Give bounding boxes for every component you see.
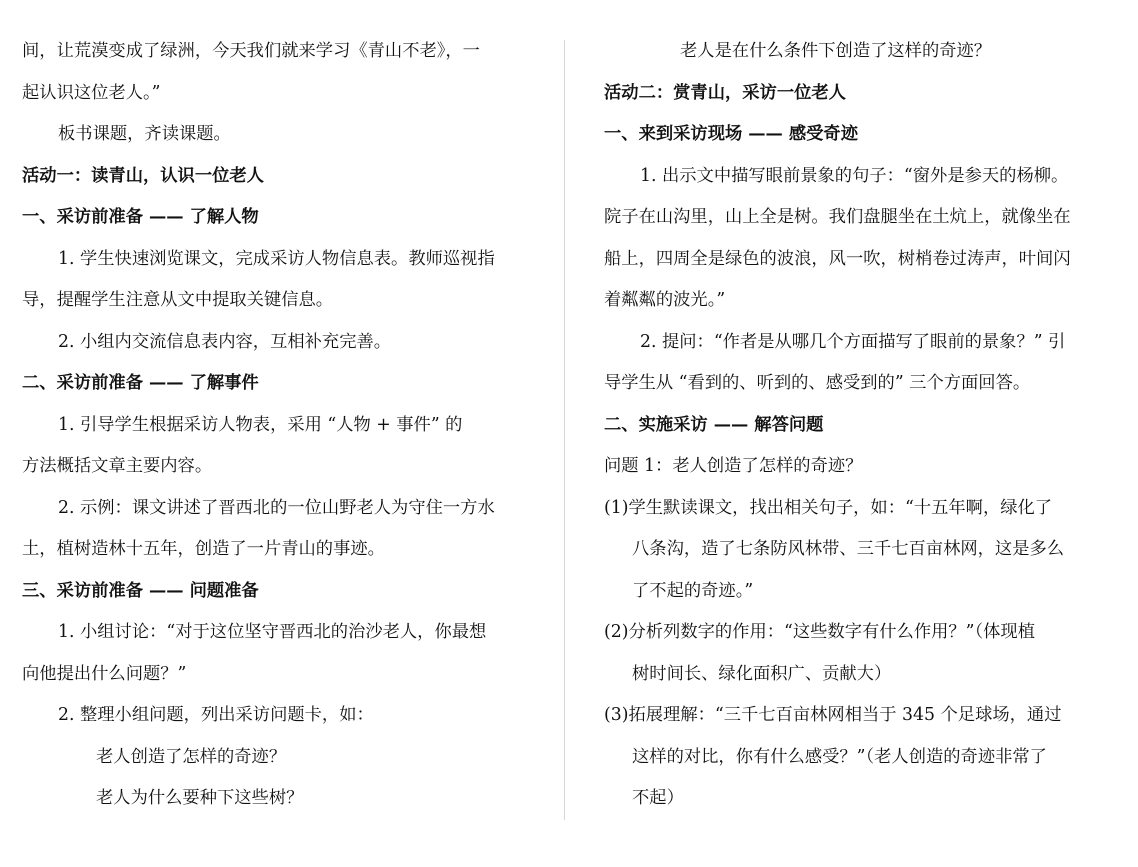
section-heading: 一、来到采访现场 —— 感受奇迹 <box>604 124 858 144</box>
paragraph-line: 1. 学生快速浏览课文，完成采访人物信息表。教师巡视指 <box>58 248 495 269</box>
paragraph-line: 导，提醒学生注意从文中提取关键信息。 <box>22 290 334 310</box>
paragraph-line: 1. 出示文中描写眼前景象的句子：“窗外是参天的杨柳。 <box>640 165 1069 186</box>
paragraph-line: 方法概括文章主要内容。 <box>22 456 213 476</box>
question-heading: 问题 1：老人创造了怎样的奇迹？ <box>604 456 863 476</box>
activity-heading: 活动一：读青山，认识一位老人 <box>22 165 264 186</box>
section-heading: 三、采访前准备 —— 问题准备 <box>22 580 259 601</box>
section-heading: 二、采访前准备 —— 了解事件 <box>22 373 259 393</box>
paragraph-line: 着粼粼的波光。” <box>604 290 726 310</box>
paragraph-line: 1. 引导学生根据采访人物表，采用 “人物 + 事件” 的 <box>58 414 463 435</box>
list-item: (2)分析列数字的作用：“这些数字有什么作用？”（体现植 <box>604 622 1035 642</box>
paragraph-line: 板书课题，齐读课题。 <box>58 124 231 144</box>
paragraph-line: 2. 示例：课文讲述了晋西北的一位山野老人为守住一方水 <box>58 497 495 518</box>
question-card-item: 老人创造了怎样的奇迹？ <box>96 746 287 767</box>
column-divider <box>564 40 565 820</box>
paragraph-line: 土，植树造林十五年，创造了一片青山的事迹。 <box>22 539 385 559</box>
paragraph-line: 船上，四周全是绿色的波浪，风一吹，树梢卷过涛声，叶间闪 <box>604 248 1071 269</box>
list-item-continuation: 不起） <box>632 788 684 808</box>
paragraph-line: 2. 小组内交流信息表内容，互相补充完善。 <box>58 331 392 352</box>
section-heading: 一、采访前准备 —— 了解人物 <box>22 207 259 227</box>
list-item-continuation: 八条沟，造了七条防风林带、三千七百亩林网，这是多么 <box>632 539 1065 559</box>
question-card-item: 老人是在什么条件下创造了这样的奇迹？ <box>680 41 992 61</box>
paragraph-line: 2. 整理小组问题，列出采访问题卡，如： <box>58 705 374 725</box>
paragraph-line: 1. 小组讨论：“对于这位坚守晋西北的治沙老人，你最想 <box>58 622 487 642</box>
paragraph-line: 起认识这位老人。” <box>22 82 161 103</box>
paragraph-line: 院子在山沟里，山上全是树。我们盘腿坐在土炕上，就像坐在 <box>604 207 1071 227</box>
list-item-continuation: 这样的对比，你有什么感受？”（老人创造的奇迹非常了 <box>632 746 1047 767</box>
list-item-continuation: 树时间长、绿化面积广、贡献大） <box>632 663 892 684</box>
list-item: (3)拓展理解：“三千七百亩林网相当于 345 个足球场，通过 <box>604 705 1062 725</box>
paragraph-line: 2. 提问：“作者是从哪几个方面描写了眼前的景象？” 引 <box>640 331 1066 352</box>
question-card-item: 老人为什么要种下这些树？ <box>96 788 304 808</box>
paragraph-line: 向他提出什么问题？” <box>22 663 187 684</box>
left-text-column <box>22 31 528 820</box>
activity-heading: 活动二：赏青山，采访一位老人 <box>604 82 846 103</box>
section-heading: 二、实施采访 —— 解答问题 <box>604 414 824 435</box>
paragraph-line: 间，让荒漠变成了绿洲，今天我们就来学习《青山不老》，一 <box>22 41 480 61</box>
paragraph-line: 导学生从 “看到的、听到的、感受到的” 三个方面回答。 <box>604 373 1031 393</box>
list-item-continuation: 了不起的奇迹。” <box>632 580 754 601</box>
right-text-column <box>604 31 1114 820</box>
list-item: (1)学生默读课文，找出相关句子，如：“十五年啊，绿化了 <box>604 497 1053 518</box>
